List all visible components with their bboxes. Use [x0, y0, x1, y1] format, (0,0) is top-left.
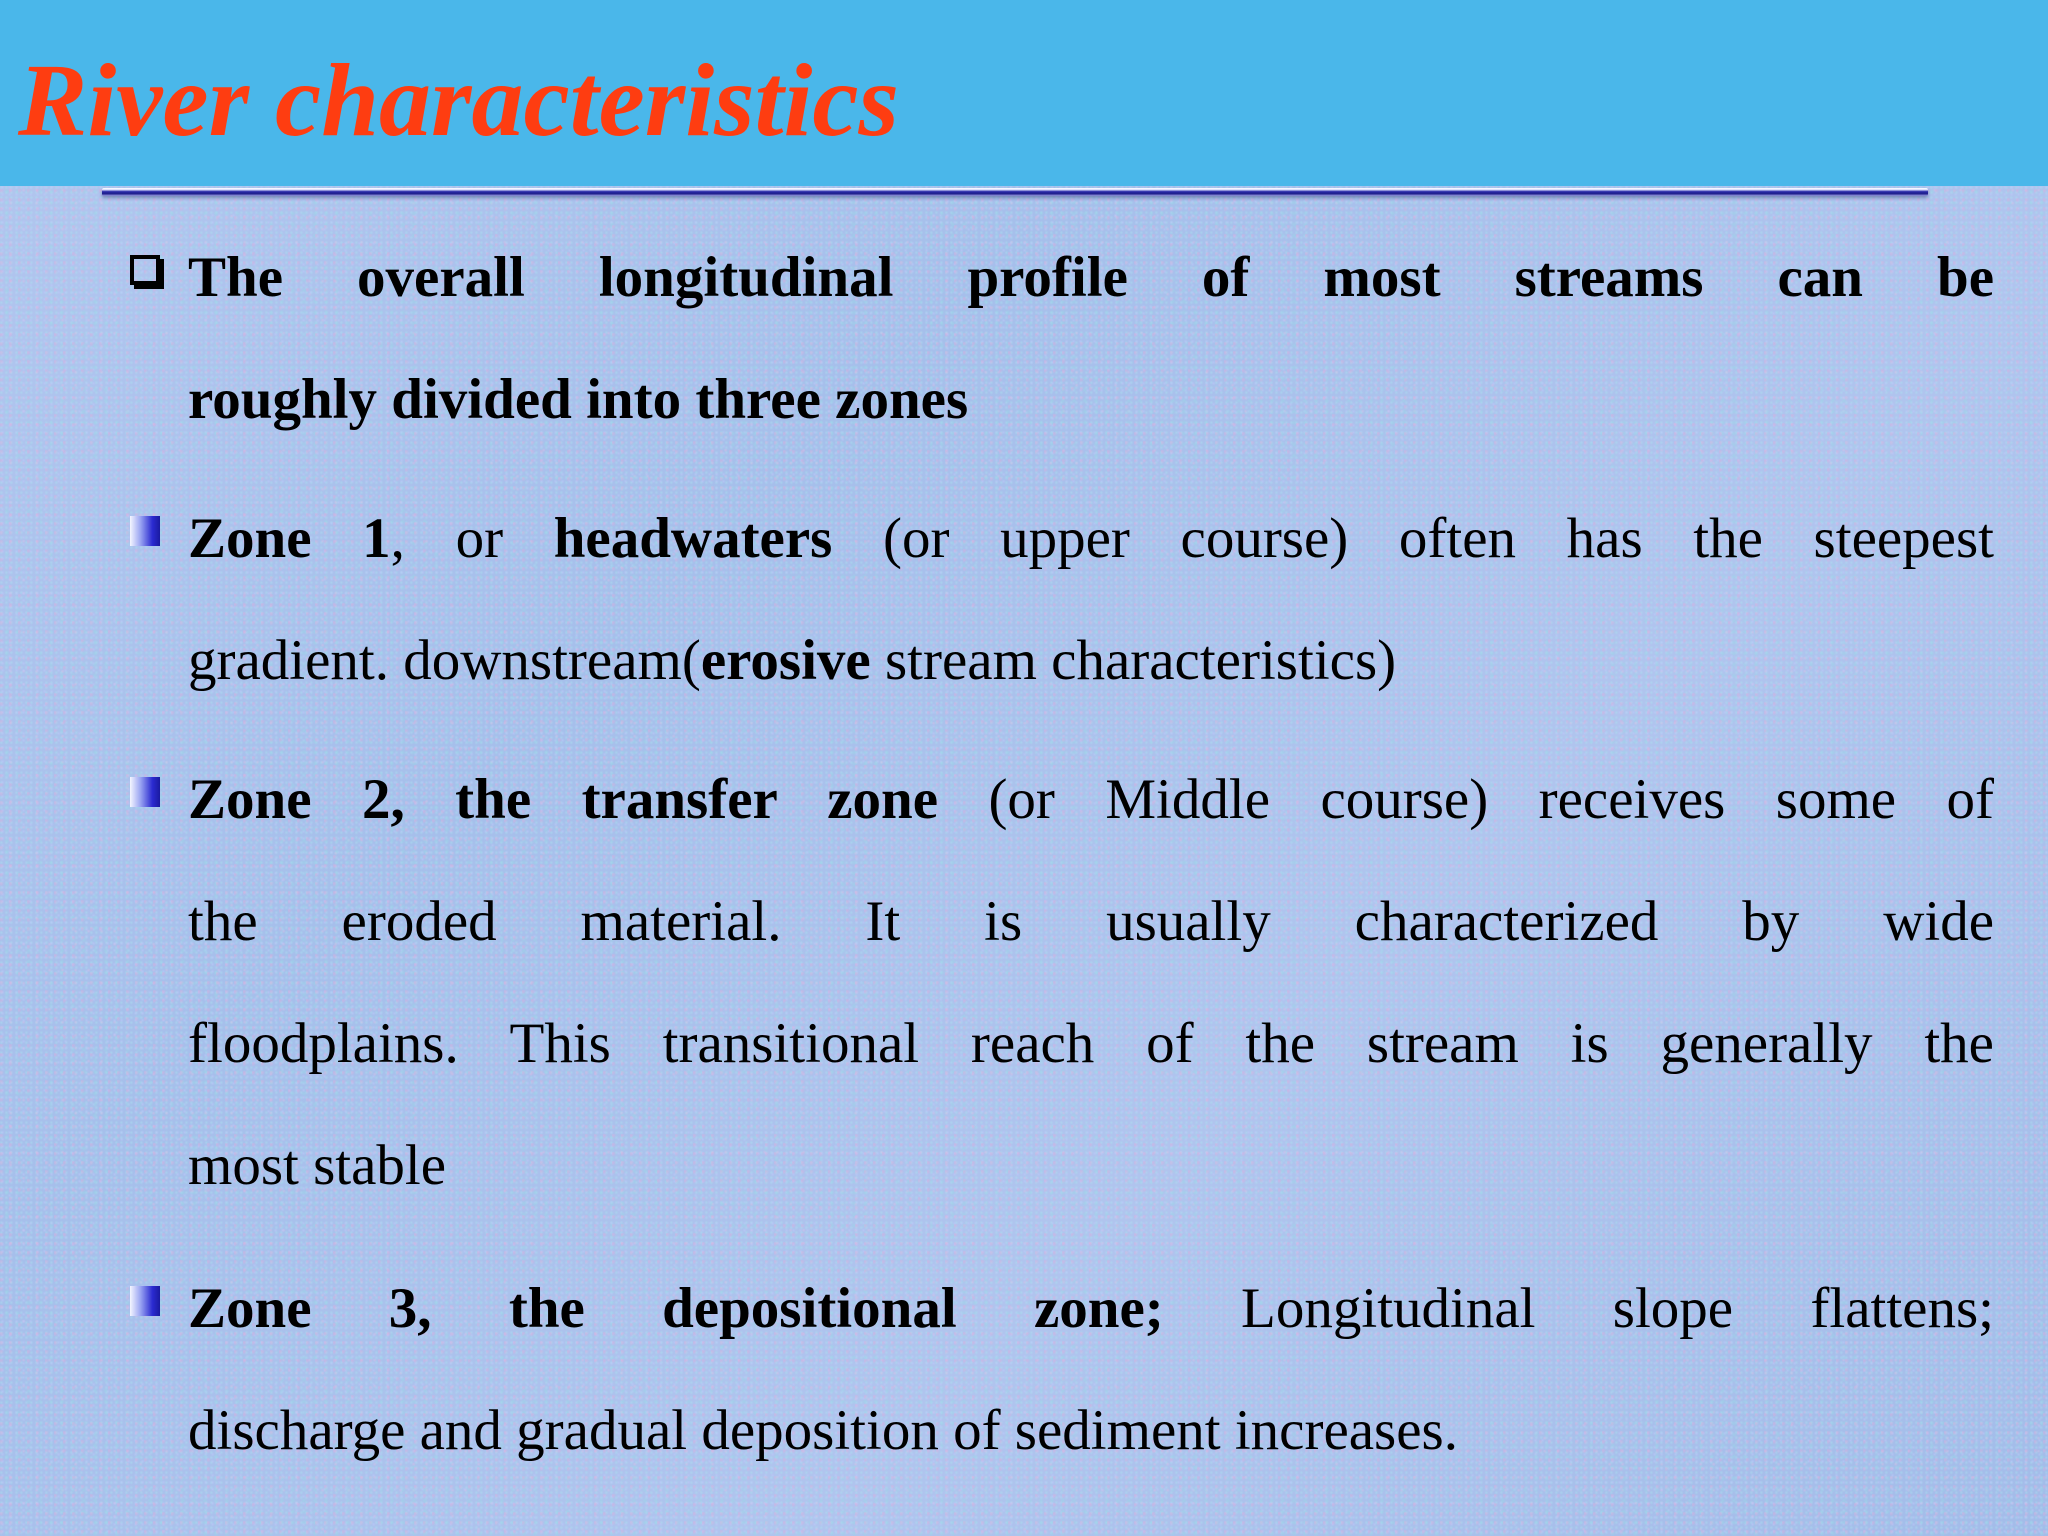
zone2-line-3 [188, 983, 1994, 1105]
zone1-line2-end: stream characteristics) [870, 629, 1397, 692]
zone2-text-3: floodplains. This transitional reach of the stream is generally the [188, 1012, 1994, 1075]
slide-title: River characteristics [18, 43, 900, 158]
zone2-bullet [188, 739, 1994, 1227]
zone3-bullet [188, 1248, 1994, 1492]
zone1-bullet [188, 478, 1994, 722]
intro-text-2: roughly divided into three zones [188, 368, 969, 431]
zone2-label: Zone 2, the transfer zone [188, 768, 939, 831]
zone3-label: Zone 3, the depositional zone; [188, 1277, 1164, 1340]
intro-text-1: The overall longitudinal profile of most streams can be [188, 246, 1994, 309]
zone3-line-1 [188, 1248, 1994, 1370]
checkbox-icon [130, 255, 160, 285]
zone2-line-4 [188, 1105, 1994, 1227]
zone3-rest: Longitudinal slope flattens; [1163, 1277, 1994, 1340]
intro-line-1 [188, 217, 1994, 339]
zone1-term: headwaters [553, 507, 833, 570]
zone2-text-2: the eroded material. It is usually characterized by wide [188, 890, 1994, 953]
intro-line-2 [188, 339, 1994, 461]
zone3-bullet-marker [130, 1248, 172, 1370]
zone3-text-2: discharge and gradual deposition of sediment increases. [188, 1399, 1458, 1462]
square-bullet-icon [130, 777, 160, 807]
zone1-line2-start: gradient. downstream( [188, 629, 701, 692]
zone1-line-1 [188, 478, 1994, 600]
square-bullet-icon [130, 1286, 160, 1316]
zone1-sep: , or [390, 507, 554, 570]
zone1-label: Zone 1 [188, 507, 391, 570]
zone2-bullet-marker [130, 739, 172, 861]
intro-bullet [188, 217, 1994, 461]
zone1-line-2 [188, 600, 1994, 722]
square-bullet-icon [130, 516, 160, 546]
zone2-line-1 [188, 739, 1994, 861]
zone3-line-2 [188, 1370, 1994, 1492]
zone1-bullet-marker [130, 478, 172, 600]
zone1-rest: (or upper course) often has the steepest [832, 507, 1994, 570]
intro-bullet-marker [130, 217, 172, 339]
zone2-rest: (or Middle course) receives some of [938, 768, 1994, 831]
zone2-text-4: most stable [188, 1134, 447, 1197]
zone1-line2-term: erosive [700, 629, 871, 692]
zone2-line-2 [188, 861, 1994, 983]
